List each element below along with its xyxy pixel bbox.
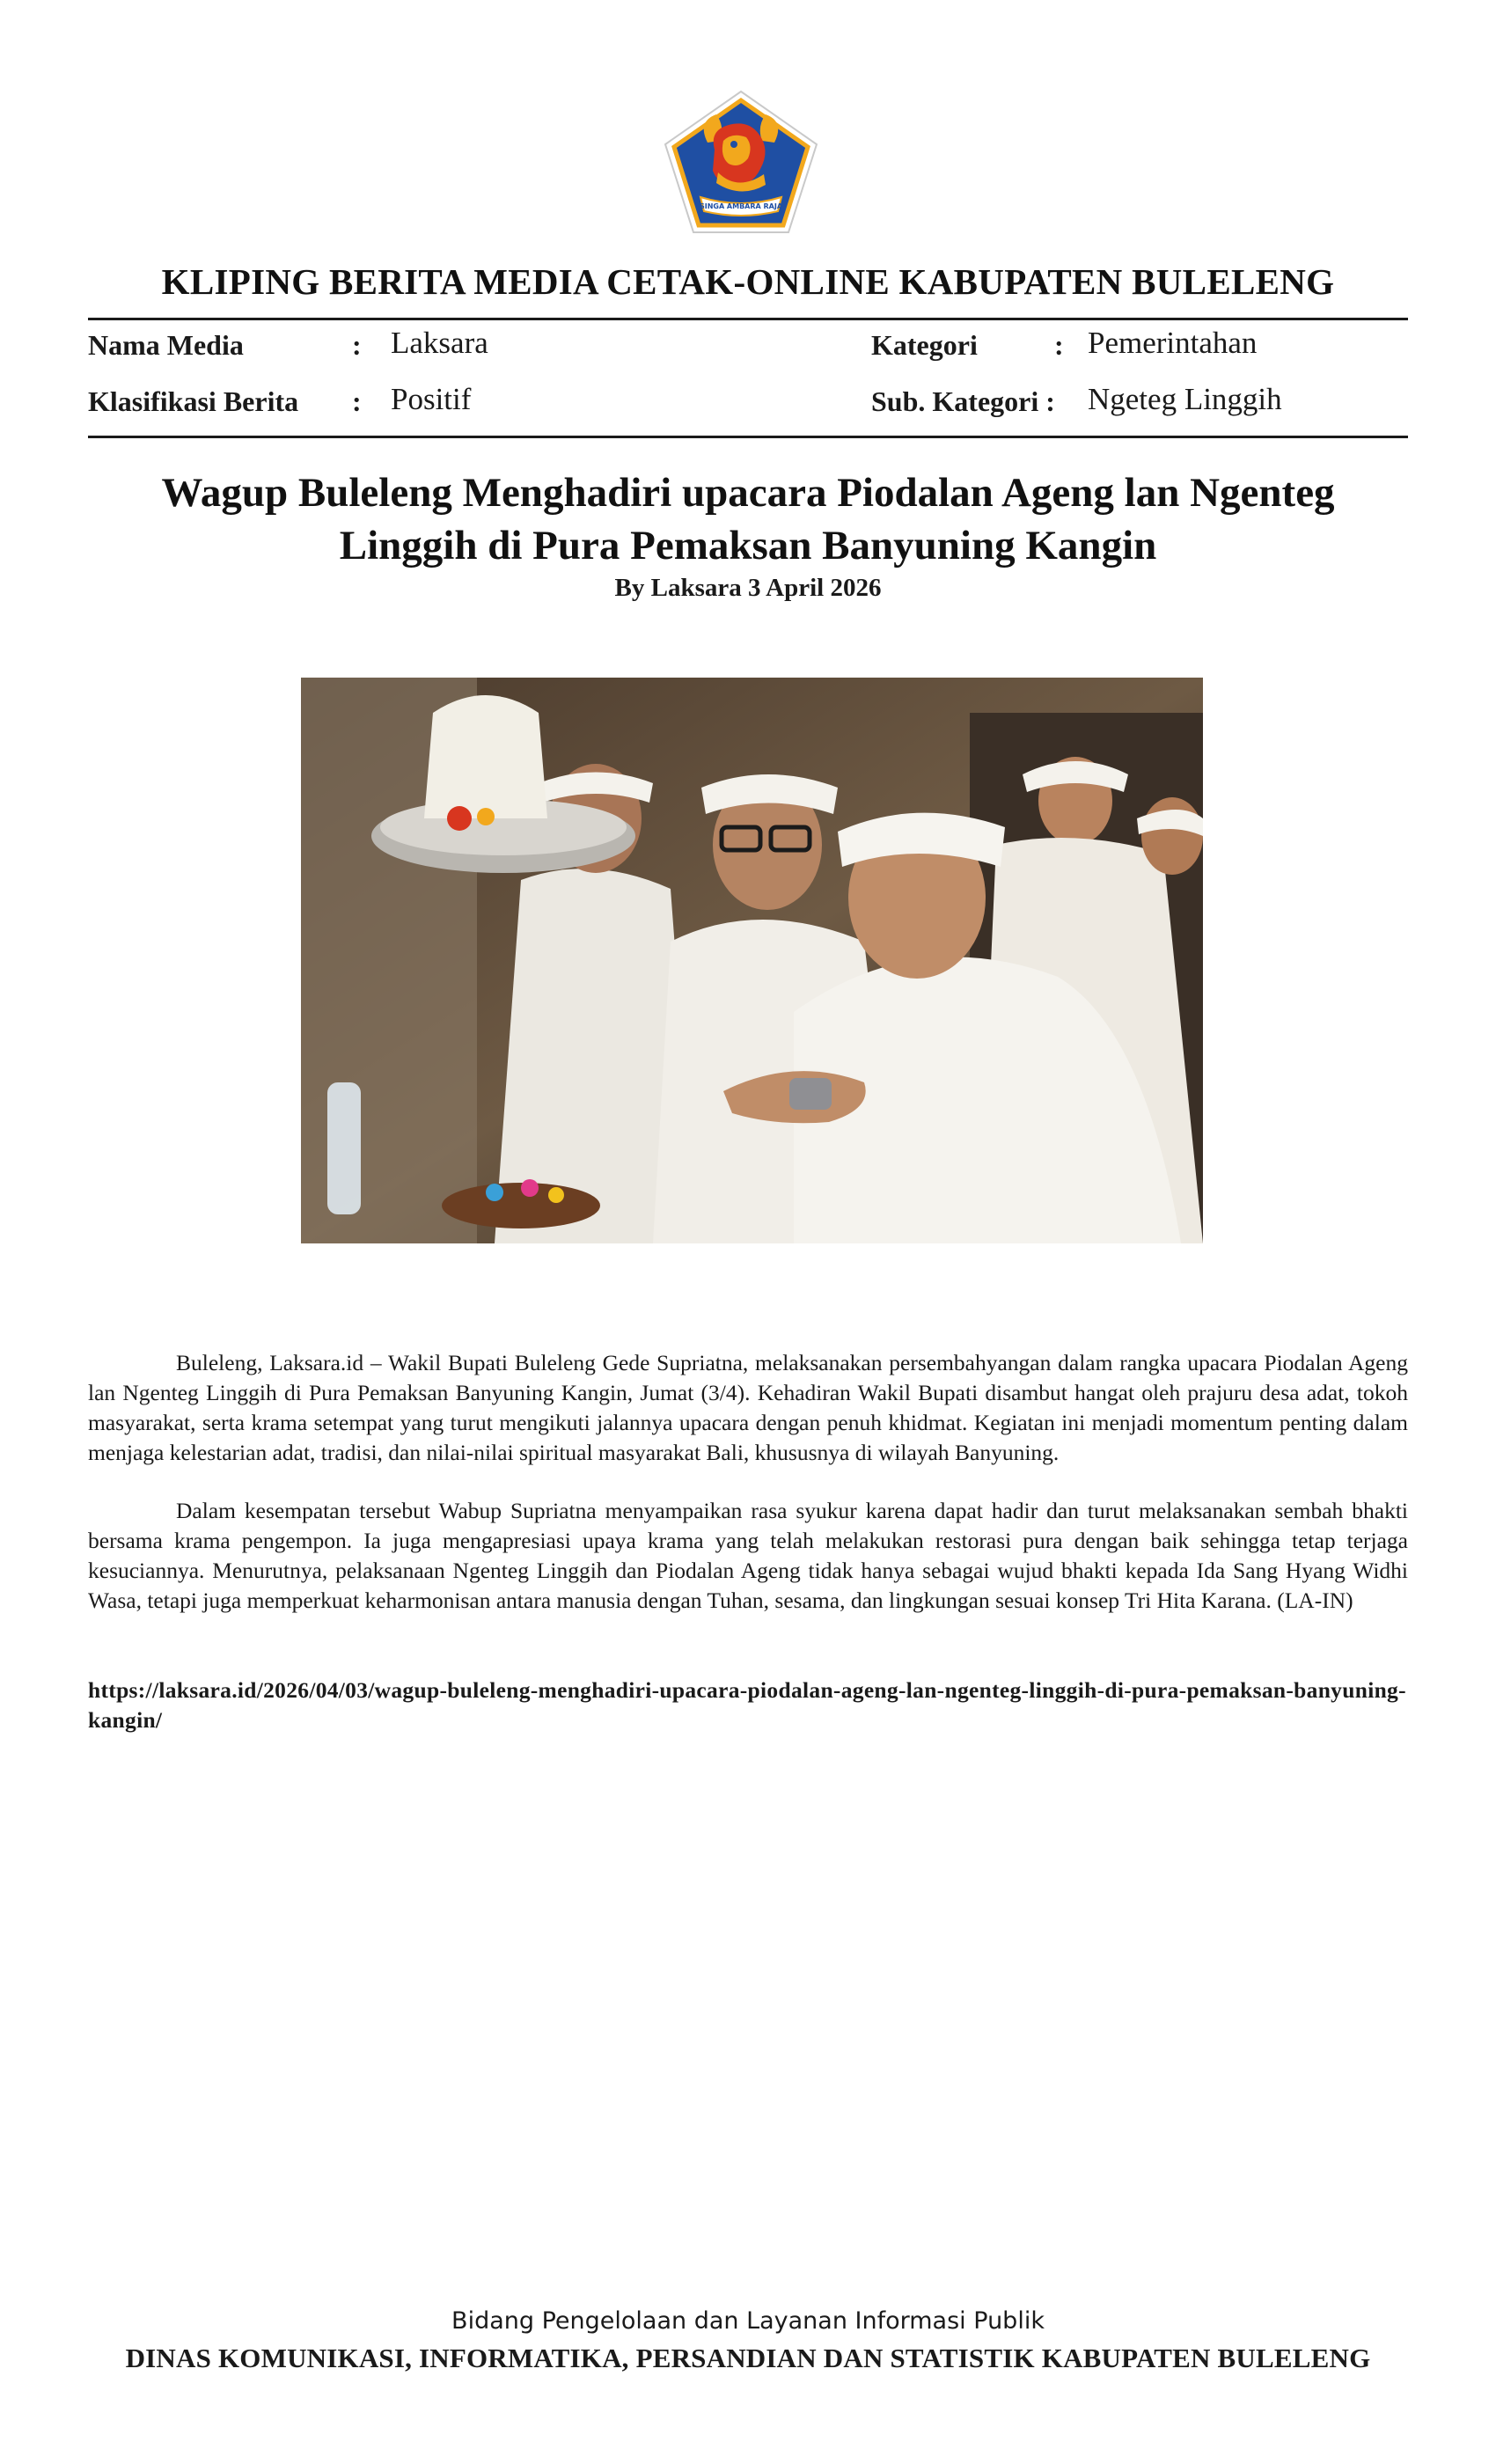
sub-kategori-label: Sub. Kategori : — [871, 385, 1055, 417]
article-body — [88, 1348, 1408, 1644]
sub-kategori-value: Ngeteg Linggih — [1088, 382, 1282, 416]
klasifikasi-colon: : — [352, 385, 362, 417]
nama-media-colon: : — [352, 329, 362, 361]
emblem-motto: SINGA AMBARA RAJA — [699, 202, 783, 210]
article-paragraph: Dalam kesempatan tersebut Wabup Supriatna menyampaikan rasa syukur karena dapat hadir dan turut melaksanakan sembah bhakti bersama krama pengempon. Ia juga mengapresiasi upaya krama yang telah melakukan restorasi pura dengan baik sehingga tetap terjaga kesuciannya. Menurutnya, pelaksanaan Ngenteg Linggih dan Piodalan Ageng tidak hanya sebagai wujud bhakti kepada Ida Sang Hyang Widhi Wasa, tetapi juga memperkuat keharmonisan antara manusia dengan Tuhan, sesama, dan lingkungan sesuai konsep Tri Hita Karana. (LA-IN) — [88, 1498, 1408, 1613]
article-photo — [301, 678, 1203, 1243]
article-headline: Wagup Buleleng Menghadiri upacara Piodalan Ageng lan Ngenteg Linggih di Pura Pemaksan Banyuning Kangin — [161, 470, 1335, 568]
kategori-value: Pemerintahan — [1088, 326, 1258, 360]
singa-ambara-raja-emblem-icon — [662, 88, 820, 236]
header-bottom-rule — [88, 436, 1408, 438]
source-link[interactable]: https://laksara.id/2026/04/03/wagup-buleleng-menghadiri-upacara-piodalan-ageng-lan-ngenteg-linggih-di-pura-pemaksan-banyuning-kangin/ — [88, 1677, 1406, 1733]
klasifikasi-label: Klasifikasi Berita — [88, 385, 299, 417]
ceremony-photo-image — [301, 678, 1203, 1243]
article-paragraph: Buleleng, Laksara.id – Wakil Bupati Buleleng Gede Supriatna, melaksanakan persembahyangan dalam rangka upacara Piodalan Ageng lan Ngenteg Linggih di Pura Pemaksan Banyuning Kangin, Jumat (3/4). Kehadiran Wakil Bupati disambut hangat oleh prajuru desa adat, tokoh masyarakat, serta krama setempat yang turut mengikuti jalannya upacara dengan penuh khidmat. Kegiatan ini menjadi momentum penting dalam menjaga kelestarian adat, tradisi, dan nilai-nilai spiritual masyarakat Bali, khususnya di wilayah Banyuning. — [88, 1350, 1408, 1465]
header-top-rule — [88, 318, 1408, 320]
footer-title: DINAS KOMUNIKASI, INFORMATIKA, PERSANDIAN DAN STATISTIK KABUPATEN BULELENG — [125, 2343, 1371, 2373]
footer-subtitle: Bidang Pengelolaan dan Layanan Informasi Publik — [451, 2307, 1045, 2335]
regency-emblem-logo — [662, 88, 820, 236]
article-byline: By Laksara 3 April 2026 — [614, 574, 882, 602]
clipping-header-title: KLIPING BERITA MEDIA CETAK-ONLINE KABUPATEN BULELENG — [161, 261, 1335, 302]
kategori-label: Kategori — [871, 329, 978, 361]
klasifikasi-value: Positif — [391, 382, 472, 416]
nama-media-label: Nama Media — [88, 329, 244, 361]
nama-media-value: Laksara — [391, 326, 488, 360]
kategori-colon: : — [1054, 329, 1064, 361]
